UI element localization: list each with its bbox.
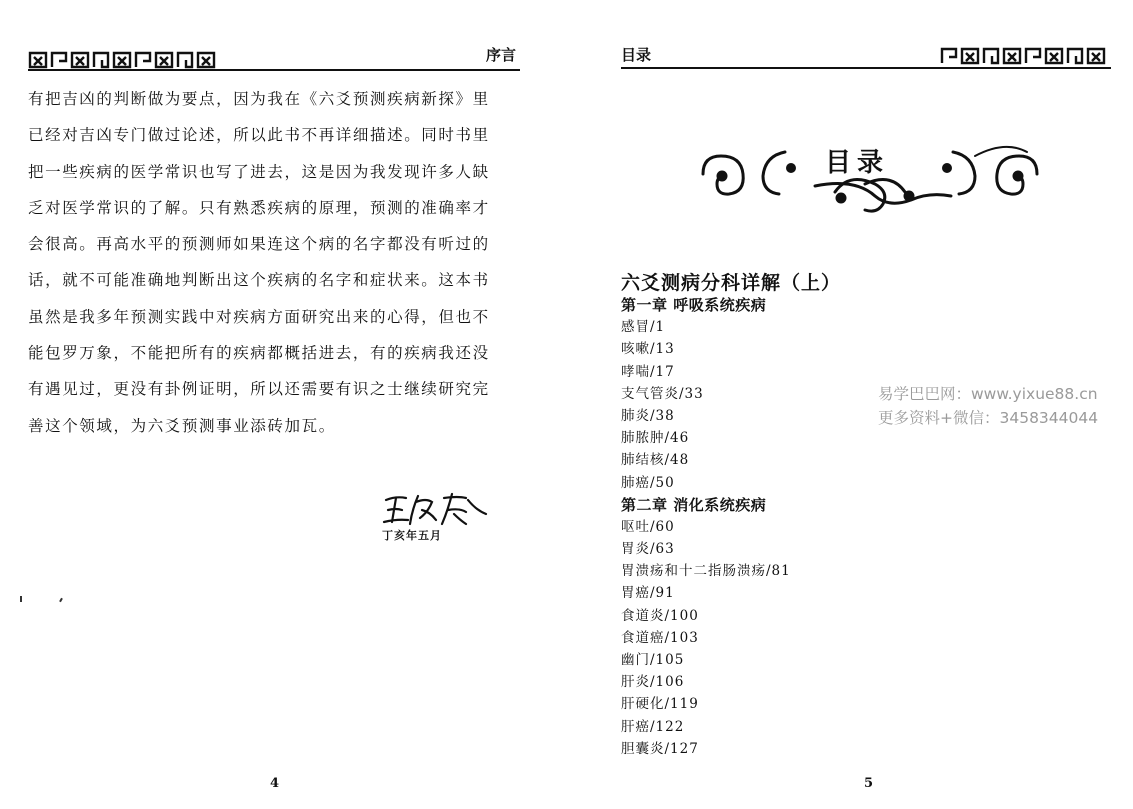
toc-entry: 胃溃疡和十二指肠溃疡/81	[621, 563, 791, 580]
preface-line: 善这个领域，为六爻预测事业添砖加瓦。	[28, 416, 336, 435]
toc-entry: 肺结核/48	[621, 452, 690, 469]
toc-entry: 肺炎/38	[621, 407, 675, 424]
right-fret-border-ornament	[940, 46, 1110, 66]
preface-line: 把一些疾病的医学常识也写了进去，这是因为我发现许多人缺	[28, 162, 490, 181]
page-number-left: 4	[270, 776, 280, 791]
toc-entry: 食道炎/100	[621, 607, 699, 624]
toc-entry: 感冒/1	[621, 319, 666, 336]
preface-line: 乏对医学常识的了解。只有熟悉疾病的原理，预测的准确率才	[28, 198, 490, 217]
part-title: 六爻测病分科详解（上）	[621, 272, 842, 294]
left-fret-border-ornament	[28, 50, 218, 70]
toc-entry: 肝硬化/119	[621, 696, 699, 713]
preface-line: 有遇见过，更没有卦例证明，所以还需要有识之士继续研究完	[28, 380, 490, 399]
section-header-label: 序言	[486, 46, 517, 64]
page-number-right: 5	[864, 776, 874, 791]
scan-speck	[20, 596, 22, 602]
right-header-rule	[621, 67, 1111, 69]
toc-entry: 食道癌/103	[621, 629, 699, 646]
toc-entry: 肝癌/122	[621, 718, 685, 735]
preface-line: 能包罗万象，不能把所有的疾病都概括进去，有的疾病我还没	[28, 344, 490, 363]
preface-line: 已经对吉凶专门做过论述，所以此书不再详细描述。同时书里	[28, 126, 490, 145]
preface-line: 话，就不可能准确地判断出这个疾病的名字和症状来。这本书	[28, 271, 490, 290]
toc-header-label: 目录	[621, 46, 652, 64]
toc-entry: 胃炎/63	[621, 541, 675, 558]
toc-title: 目录	[824, 148, 889, 178]
author-signature	[382, 492, 492, 528]
toc-entry: 胆囊炎/127	[621, 740, 699, 757]
toc-chapter-heading: 第一章 呼吸系统疾病	[621, 296, 767, 314]
toc-entry: 哮喘/17	[621, 363, 675, 380]
signature-date: 丁亥年五月	[382, 529, 442, 542]
toc-entry: 呕吐/60	[621, 518, 675, 535]
toc-entry: 肝炎/106	[621, 674, 685, 691]
toc-entry: 幽门/105	[621, 652, 685, 668]
preface-body	[28, 88, 528, 451]
scan-speck	[59, 598, 63, 602]
toc-list	[621, 294, 881, 760]
watermark-line: 更多资料+微信：3458344044	[878, 409, 1099, 427]
left-page	[0, 0, 566, 809]
toc-entry: 咳嗽/13	[621, 341, 675, 358]
toc-entry: 胃癌/91	[621, 585, 675, 602]
toc-entry: 支气管炎/33	[621, 385, 704, 402]
toc-entry: 肺癌/50	[621, 474, 675, 491]
toc-chapter-heading: 第二章 消化系统疾病	[621, 495, 767, 514]
preface-line: 虽然是我多年预测实践中对疾病方面研究出来的心得，但也不	[28, 307, 490, 326]
preface-line: 会很高。再高水平的预测师如果连这个病的名字都没有听过的	[28, 235, 490, 254]
preface-line: 有把吉凶的判断做为要点，因为我在《六爻预测疾病新探》里	[28, 90, 490, 108]
left-header-rule	[28, 69, 520, 71]
watermark	[878, 382, 1098, 430]
toc-entry: 肺脓肿/46	[621, 430, 690, 447]
watermark-line: 易学巴巴网：www.yixue88.cn	[878, 385, 1098, 403]
